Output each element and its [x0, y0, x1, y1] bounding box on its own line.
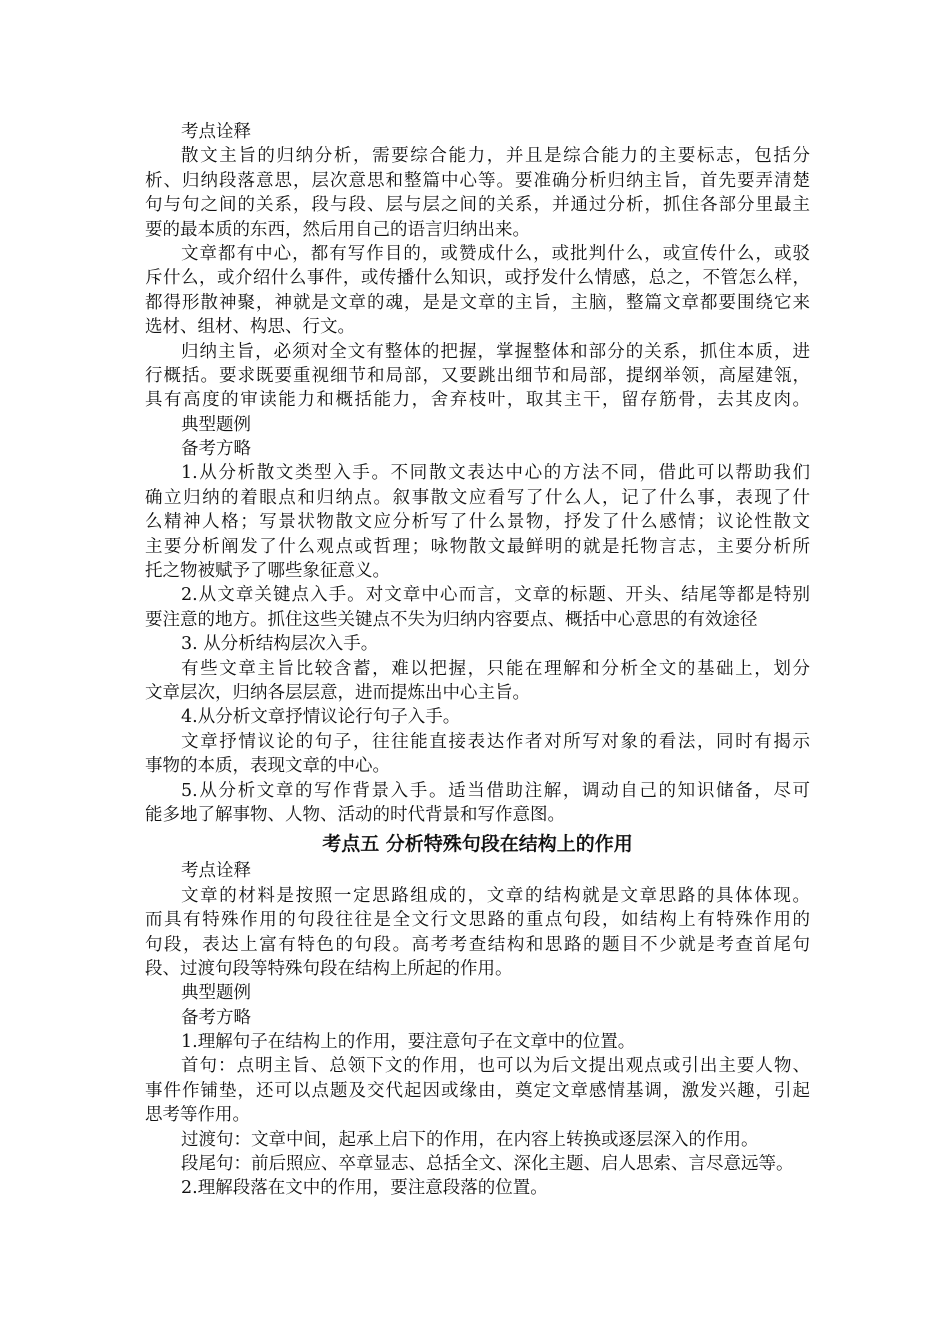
item-title: 1.理解句子在结构上的作用，要注意句子在文章中的位置。 [181, 1032, 636, 1053]
item-title: 3. 从分析结构层次入手。 [181, 634, 379, 655]
text-line: 都得形散神聚，神就是文章的魂，是是文章的主旨，主脑，整篇文章都要围绕它来 [145, 292, 810, 313]
paragraph-first-sentence [145, 1054, 810, 1127]
section-heading: 考点五 分析特殊句段在结构上的作用 [322, 833, 633, 856]
text-line: 选材、组材、构思、行文。 [145, 317, 355, 338]
text-line: 要注意的地方。抓住这些关键点不失为归纳内容要点、概括中心意思的有效途径 [145, 609, 758, 630]
text-line: 句与句之间的关系，段与段、层与层之间的关系，并通过分析，抓住各部分里最主 [145, 195, 810, 216]
section-label-explain: 考点诠释 [181, 122, 251, 142]
paragraph-article-center [145, 242, 810, 340]
text-line: 归纳主旨，必须对全文有整体的把握，掌握整体和部分的关系，抓住本质，进 [181, 341, 810, 362]
text-line: 具有高度的审读能力和概括能力，舍弃枝叶，取其主干，留存筋骨，去其皮肉。 [145, 390, 810, 411]
text-line: 文章抒情议论的句子，往往能直接表达作者对所写对象的看法，同时有揭示 [181, 731, 810, 752]
text-line: 有些文章主旨比较含蓄，难以把握，只能在理解和分析全文的基础上，划分 [181, 658, 810, 679]
text-line: 确立归纳的着眼点和归纳点。叙事散文应看写了什么人，记了什么事，表现了什 [145, 487, 810, 508]
text-line: 句段，表达上富有特色的句段。高考考查结构和思路的题目不少就是考查首尾句 [145, 934, 810, 955]
paragraph-structure [145, 884, 810, 982]
section-label-strategy: 备考方略 [181, 1007, 251, 1028]
text-line: 文章的材料是按照一定思路组成的，文章的结构就是文章思路的具体体现。 [181, 885, 810, 906]
text-line: 事件作铺垫，还可以点题及交代起因或缘由，奠定文章感情基调，激发兴趣，引起 [145, 1080, 810, 1101]
section-label-strategy: 备考方略 [181, 439, 251, 460]
text-line: 析、归纳段落意思，层次意思和整篇中心等。要准确分析归纳主旨，首先要弄清楚 [145, 170, 810, 191]
text-line: 段、过渡句段等特殊句段在结构上所起的作用。 [145, 958, 513, 979]
section-label-explain: 考点诠释 [181, 861, 251, 882]
item-title: 2.理解段落在文中的作用，要注意段落的位置。 [181, 1178, 548, 1199]
text-line: 1.从分析散文类型入手。不同散文表达中心的方法不同，借此可以帮助我们 [181, 463, 810, 484]
text-line: 斥什么，或介绍什么事件，或传播什么知识，或抒发什么情感，总之，不管怎么样， [145, 268, 810, 289]
text-line: 而具有特殊作用的句段往往是全文行文思路的重点句段，如结构上有特殊作用的 [145, 910, 810, 931]
text-line: 能多地了解事物、人物、活动的时代背景和写作意图。 [145, 804, 565, 825]
paragraph-transition-sentence: 过渡句：文章中间，起承上启下的作用，在内容上转换或逐层深入的作用。 [181, 1129, 759, 1150]
text-line: 主要分析阐发了什么观点或哲理；咏物散文最鲜明的就是托物言志，主要分析所 [145, 536, 810, 557]
section-label-examples: 典型题例 [181, 414, 251, 435]
strategy-item-1 [145, 461, 810, 583]
text-line: 要的最本质的东西，然后用自己的语言归纳出来。 [145, 219, 530, 240]
strategy-item-5 [145, 779, 810, 828]
strategy-item-3 [145, 632, 810, 705]
text-line: 行概括。要求既要重视细节和局部，又要跳出细节和局部，提纲举领，高屋建瓴， [145, 365, 810, 386]
text-line: 事物的本质，表现文章的中心。 [145, 756, 390, 777]
text-line: 2.从文章关键点入手。对文章中心而言，文章的标题、开头、结尾等都是特别 [181, 585, 810, 606]
text-line: 托之物被赋予了哪些象征意义。 [145, 561, 390, 582]
document-page [145, 120, 810, 1201]
paragraph-main-idea [145, 144, 810, 242]
text-line: 首句：点明主旨、总领下文的作用，也可以为后文提出观点或引出主要人物、 [181, 1056, 810, 1077]
text-line: 思考等作用。 [145, 1105, 250, 1126]
strategy-item-4 [145, 705, 810, 778]
strategy-item-2 [145, 583, 810, 632]
text-line: 么精神人格；写景状物散文应分析写了什么景物，抒发了什么感情；议论性散文 [145, 512, 810, 533]
paragraph-summarize [145, 340, 810, 413]
text-line: 5.从分析文章的写作背景入手。适当借助注解，调动自己的知识储备，尽可 [181, 780, 810, 801]
section-label-examples: 典型题例 [181, 983, 251, 1004]
paragraph-end-sentence: 段尾句：前后照应、卒章显志、总括全文、深化主题、启人思索、言尽意远等。 [181, 1154, 794, 1175]
text-line: 散文主旨的归纳分析，需要综合能力，并且是综合能力的主要标志，包括分 [181, 146, 810, 167]
text-line: 文章都有中心，都有写作目的，或赞成什么，或批判什么，或宣传什么，或驳 [181, 243, 810, 264]
text-line: 文章层次，归纳各层层意，进而提炼出中心主旨。 [145, 682, 530, 703]
item-title: 4.从分析文章抒情议论行句子入手。 [181, 707, 461, 728]
